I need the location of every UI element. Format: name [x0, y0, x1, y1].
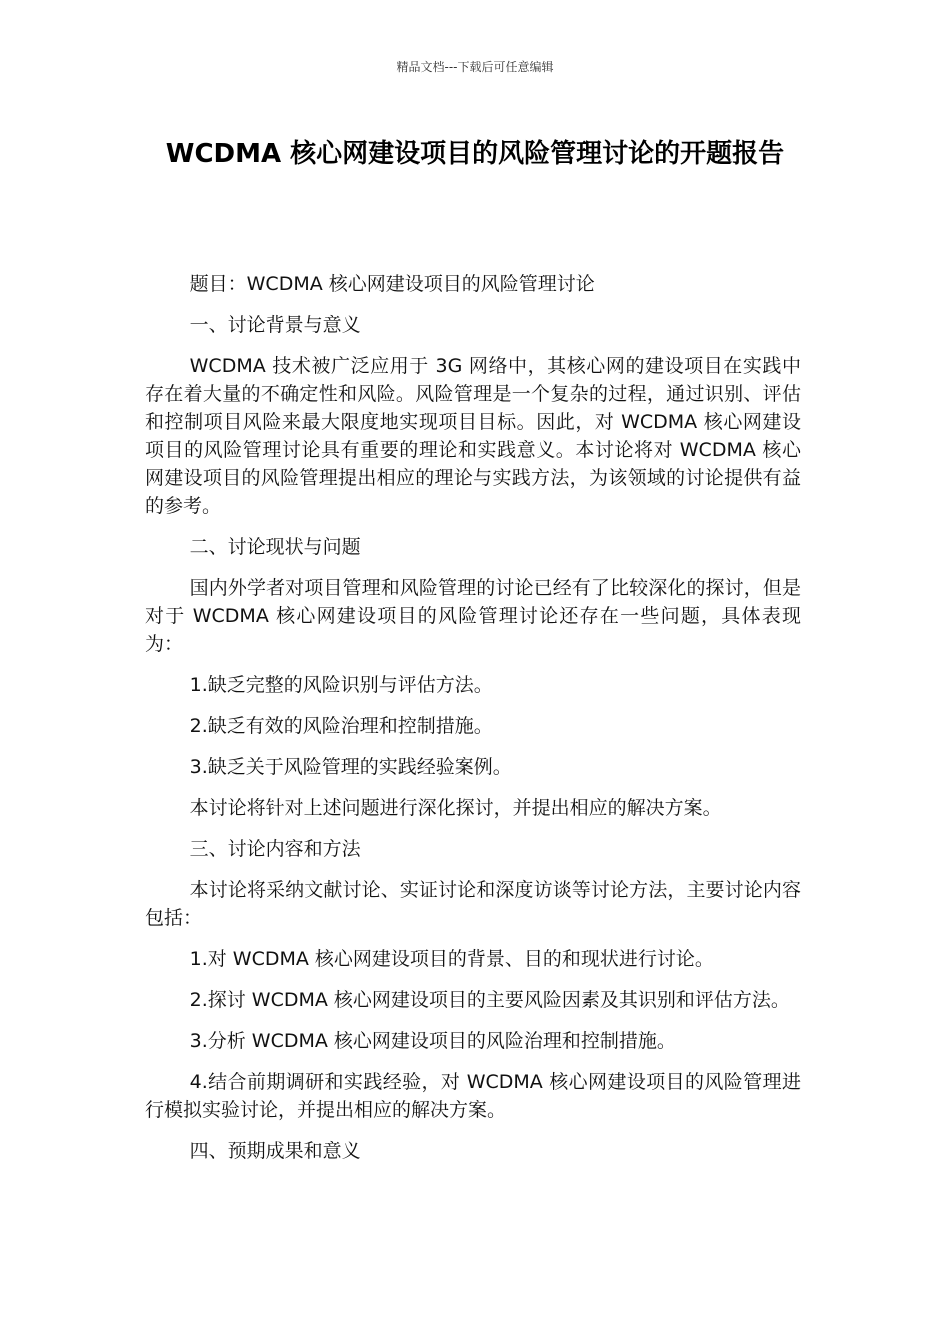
- document-body: [145, 270, 801, 1178]
- list-item-content-3: 3.分析 WCDMA 核心网建设项目的风险治理和控制措施。: [189, 1030, 676, 1052]
- list-item-problem-3: 3.缺乏关于风险管理的实践经验案例。: [189, 756, 512, 778]
- list-item-problem-1: 1.缺乏完整的风险识别与评估方法。: [189, 674, 493, 696]
- list-item-content-1: 1.对 WCDMA 核心网建设项目的背景、目的和现状进行讨论。: [189, 948, 714, 970]
- paragraph-background: WCDMA 技术被广泛应用于 3G 网络中，其核心网的建设项目在实践中存在着大量的不确定性和风险。风险管理是一个复杂的过程，通过识别、评估和控制项目风险来最大限度地实现项目目标。因此，对 WCDMA 核心网建设项目的风险管理讨论具有重要的理论和实践意义。本讨论将对 WCDMA 核心网建设项目的风险管理提出相应的理论与实践方法，为该领域的讨论提供有益的参考。: [145, 355, 801, 517]
- section-heading-background: 一、讨论背景与意义: [189, 314, 361, 336]
- section-heading-outcomes: 四、预期成果和意义: [189, 1140, 361, 1162]
- section-heading-content: 三、讨论内容和方法: [189, 838, 361, 860]
- section-heading-status: 二、讨论现状与问题: [189, 536, 361, 558]
- paragraph-topic: 题目：WCDMA 核心网建设项目的风险管理讨论: [189, 273, 595, 295]
- list-item-problem-2: 2.缺乏有效的风险治理和控制措施。: [189, 715, 493, 737]
- paragraph-methods: 本讨论将采纳文献讨论、实证讨论和深度访谈等讨论方法，主要讨论内容包括：: [145, 879, 801, 929]
- paragraph-solution: 本讨论将针对上述问题进行深化探讨，并提出相应的解决方案。: [189, 797, 722, 819]
- list-item-content-2: 2.探讨 WCDMA 核心网建设项目的主要风险因素及其识别和评估方法。: [189, 989, 790, 1011]
- list-item-content-4: 4.结合前期调研和实践经验，对 WCDMA 核心网建设项目的风险管理进行模拟实验讨论，并提出相应的解决方案。: [145, 1071, 801, 1121]
- paragraph-status: 国内外学者对项目管理和风险管理的讨论已经有了比较深化的探讨，但是对于 WCDMA 核心网建设项目的风险管理讨论还存在一些问题，具体表现为：: [145, 577, 801, 655]
- page-header: 精品文档---下载后可任意编辑: [396, 60, 554, 74]
- document-title: WCDMA 核心网建设项目的风险管理讨论的开题报告: [165, 139, 785, 169]
